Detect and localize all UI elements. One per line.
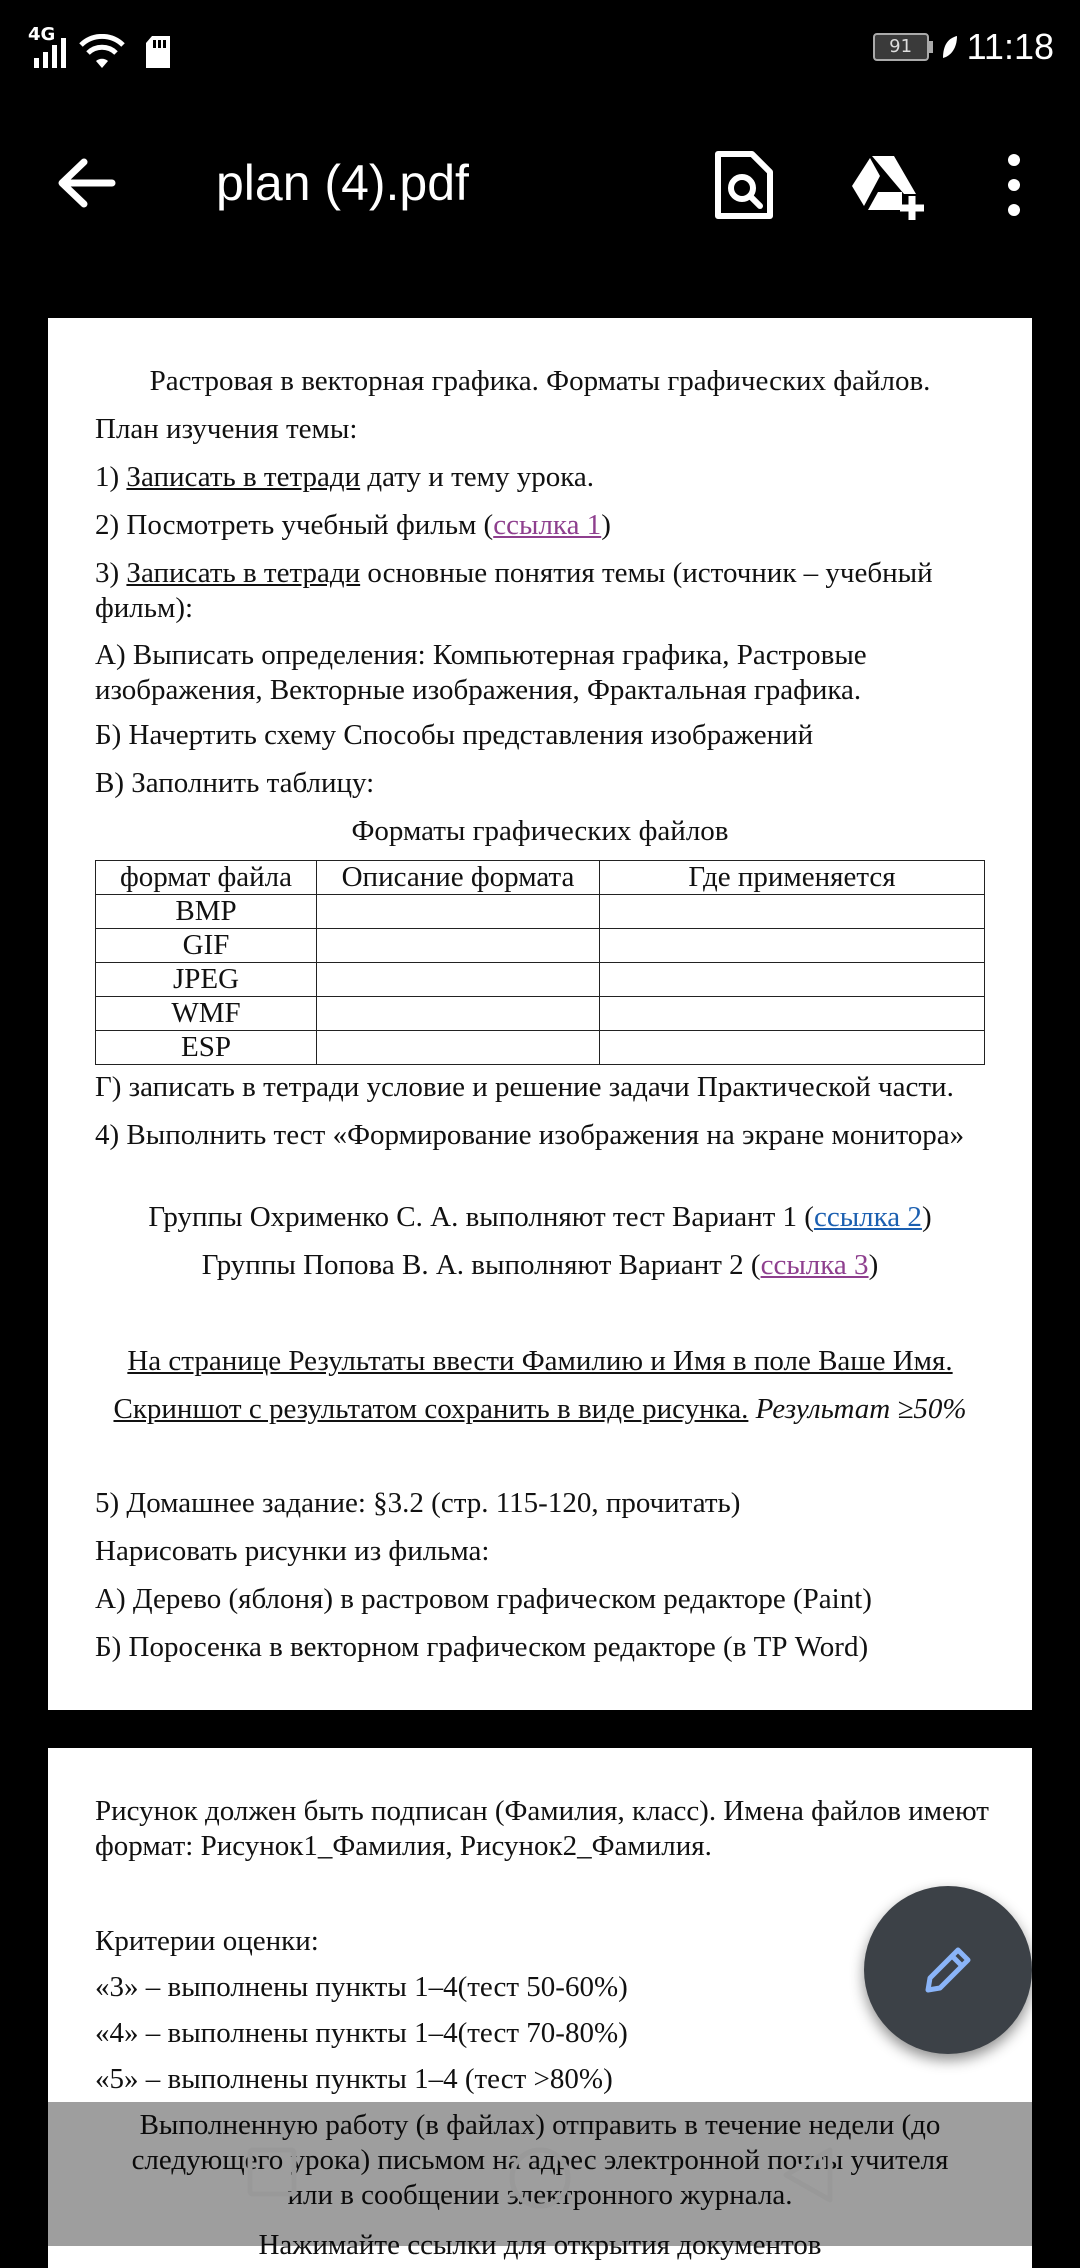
leaf-icon bbox=[941, 34, 959, 60]
clock: 11:18 bbox=[966, 26, 1054, 67]
home-circle-icon[interactable] bbox=[508, 2146, 572, 2210]
criteria-3: «3» – выполнены пункты 1–4(тест 50-60%) bbox=[95, 1971, 628, 2003]
navigation-bar bbox=[0, 2102, 1080, 2246]
signal-icon bbox=[34, 38, 70, 68]
app-bar bbox=[0, 100, 1080, 276]
wifi-icon bbox=[78, 34, 126, 70]
plan-label: План изучения темы: bbox=[95, 413, 358, 445]
item-3a: А) Выписать определения: Компьютерная графика, Растровые изображения, Векторные изображения, Фрактальная графика. bbox=[95, 639, 867, 706]
edit-fab-button[interactable] bbox=[864, 1886, 1032, 2054]
formats-table bbox=[95, 860, 985, 1065]
table-header: формат файла bbox=[96, 861, 317, 895]
status-right bbox=[873, 26, 1054, 68]
sign-text: Рисунок должен быть подписан (Фамилия, класс). Имена файлов имеют формат: Рисунок1_Фамилия, Рисунок2_Фамилия. bbox=[95, 1795, 989, 1862]
note-2: Скриншот с результатом сохранить в виде рисунка. Результат ≥50% bbox=[113, 1393, 967, 1425]
pdf-page-1[interactable] bbox=[48, 318, 1032, 1710]
format-cell: WMF bbox=[96, 997, 317, 1031]
table-row bbox=[96, 895, 985, 929]
draw-b: Б) Поросенка в векторном графическом редакторе (в ТР Word) bbox=[95, 1631, 869, 1663]
item-1: 1) Записать в тетради дату и тему урока. bbox=[95, 461, 594, 493]
tip-text: Нажимайте ссылки для открытия документов bbox=[258, 2229, 822, 2261]
criteria-5: «5» – выполнены пункты 1–4 (тест >80%) bbox=[95, 2063, 613, 2095]
criteria-4: «4» – выполнены пункты 1–4(тест 70-80%) bbox=[95, 2017, 628, 2049]
recents-square-icon[interactable] bbox=[246, 2146, 298, 2198]
table-title: Форматы графических файлов bbox=[351, 815, 729, 847]
battery-indicator: 91 bbox=[873, 33, 929, 61]
draw-a: А) Дерево (яблоня) в растровом графическом редакторе (Paint) bbox=[95, 1583, 872, 1615]
link-2[interactable]: ссылка 2 bbox=[813, 1201, 922, 1233]
item-4: 4) Выполнить тест «Формирование изображения на экране монитора» bbox=[95, 1119, 965, 1151]
table-row bbox=[96, 997, 985, 1031]
format-cell: JPEG bbox=[96, 963, 317, 997]
sd-card-icon bbox=[144, 34, 172, 70]
network-type: 4G bbox=[28, 24, 56, 45]
draw-label: Нарисовать рисунки из фильма: bbox=[95, 1535, 490, 1567]
group-2: Группы Попова В. А. выполняют Вариант 2 (ссылка 3) bbox=[201, 1249, 879, 1281]
page-heading: Растровая в векторная графика. Форматы графических файлов. bbox=[149, 365, 931, 397]
table-header-row bbox=[96, 861, 985, 895]
note-1: На странице Результаты ввести Фамилию и Имя в поле Ваше Имя. bbox=[127, 1345, 953, 1377]
document-title: plan (4).pdf bbox=[216, 155, 469, 211]
battery-tip bbox=[929, 41, 933, 53]
table-row bbox=[96, 963, 985, 997]
table-header: Описание формата bbox=[317, 861, 600, 895]
link-1[interactable]: ссылка 1 bbox=[493, 509, 602, 541]
table-row bbox=[96, 929, 985, 963]
criteria-label: Критерии оценки: bbox=[95, 1925, 319, 1957]
format-cell: BMP bbox=[96, 895, 317, 929]
item-3b: Б) Начертить схему Способы представления изображений bbox=[95, 719, 814, 751]
item-2: 2) Посмотреть учебный фильм (ссылка 1) bbox=[95, 509, 611, 541]
send-text: Выполненную работу (в файлах) отправить в течение недели (до следующего урока) письмом на адрес электронной почты учителя или в сообщении электронного журнала. bbox=[131, 2109, 949, 2211]
group-1: Группы Охрименко С. А. выполняют тест Вариант 1 (ссылка 2) bbox=[148, 1201, 932, 1233]
format-cell: ESP bbox=[96, 1031, 317, 1065]
more-vert-icon[interactable] bbox=[998, 150, 1030, 220]
back-triangle-icon[interactable] bbox=[780, 2146, 836, 2204]
item-5: 5) Домашнее задание: §3.2 (стр. 115-120, прочитать) bbox=[95, 1487, 741, 1519]
format-cell: GIF bbox=[96, 929, 317, 963]
link-3[interactable]: ссылка 3 bbox=[760, 1249, 869, 1281]
item-3: 3) Записать в тетради основные понятия темы (источник – учебный фильм): bbox=[95, 557, 933, 624]
find-in-page-icon[interactable] bbox=[712, 150, 776, 220]
item-3d: Г) записать в тетради условие и решение задачи Практической части. bbox=[95, 1071, 954, 1103]
edit-pencil-icon bbox=[918, 1940, 978, 2000]
status-bar bbox=[0, 0, 1080, 100]
table-row bbox=[96, 1031, 985, 1065]
arrow-back-icon[interactable] bbox=[52, 150, 118, 216]
table-header: Где применяется bbox=[600, 861, 985, 895]
item-3c: В) Заполнить таблицу: bbox=[95, 767, 375, 799]
add-to-drive-icon[interactable] bbox=[850, 154, 926, 220]
